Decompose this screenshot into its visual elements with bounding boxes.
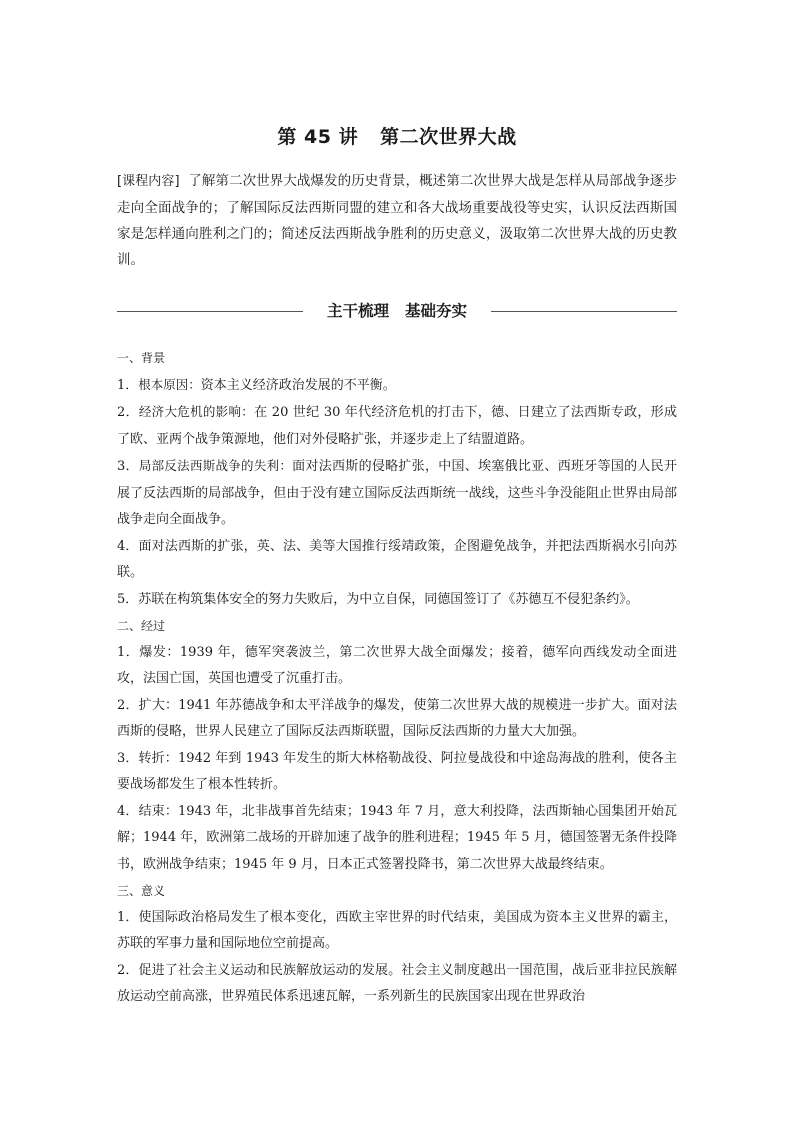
main-content — [117, 345, 677, 1011]
list-item: 2．经济大危机的影响：在 20 世纪 30 年代经济危机的打击下，德、日建立了法西斯专政，形成了欧、亚两个战争策源地，他们对外侵略扩张，并逐步走上了结盟道路。 — [117, 404, 677, 447]
divider-line-right — [491, 311, 677, 312]
list-item: 2．促进了社会主义运动和民族解放运动的发展。社会主义制度越出一国范围，战后亚非拉民族解放运动空前高涨，世界殖民体系迅速瓦解，一系列新生的民族国家出现在世界政治 — [117, 962, 677, 1004]
list-item: 4．面对法西斯的扩张，英、法、美等大国推行绥靖政策，企图避免战争，并把法西斯祸水引向苏联。 — [117, 538, 677, 580]
list-item: 5．苏联在构筑集体安全的努力失败后，为中立自保，同德国签订了《苏德互不侵犯条约》。 — [117, 591, 639, 607]
section-heading: 一、背景 — [117, 351, 166, 365]
page-title — [117, 122, 677, 149]
section-divider — [117, 298, 677, 324]
divider-label: 主干梳理 基础夯实 — [326, 302, 468, 320]
course-content-text: 了解第二次世界大战爆发的历史背景，概述第二次世界大战是怎样从局部战争逐步走向全面战争的；了解国际反法西斯同盟的建立和各大战场重要战役等史实，认识反法西斯国家是怎样通向胜利之门的；简述反法西斯战争胜利的历史意义，汲取第二次世界大战的历史教训。 — [117, 173, 677, 268]
course-content — [117, 168, 677, 273]
section-heading: 二、经过 — [117, 619, 166, 633]
course-content-tag: [课程内容] — [117, 174, 180, 189]
list-item: 3．转折：1942 年到 1943 年发生的斯大林格勒战役、阿拉曼战役和中途岛海战的胜利，使各主要战场都发生了根本性转折。 — [117, 750, 677, 792]
lesson-topic: 第二次世界大战 — [380, 126, 517, 148]
list-item: 3．局部反法西斯战争的失利：面对法西斯的侵略扩张，中国、埃塞俄比亚、西班牙等国的人民开展了反法西斯的局部战争，但由于没有建立国际反法西斯统一战线，这些斗争没能阻止世界由局部战争走向全面战争。 — [117, 458, 677, 527]
list-item: 1．使国际政治格局发生了根本变化，西欧主宰世界的时代结束，美国成为资本主义世界的霸主，苏联的军事力量和国际地位空前提高。 — [117, 909, 677, 951]
section-heading: 三、意义 — [117, 884, 166, 898]
lesson-number: 第 45 讲 — [277, 126, 359, 148]
list-item: 1．爆发：1939 年，德军突袭波兰，第二次世界大战全面爆发；接着，德军向西线发动全面进攻，法国亡国，英国也遭受了沉重打击。 — [117, 644, 677, 686]
list-item: 4．结束：1943 年，北非战事首先结束；1943 年 7 月，意大利投降，法西斯轴心国集团开始瓦解；1944 年，欧洲第二战场的开辟加速了战争的胜利进程；1945 年 5 月，德国签署无条件投降书，欧洲战争结束；1945 年 9 月，日本正式签署投降书，第二次世界大战最终结束。 — [117, 803, 677, 872]
list-item: 2．扩大：1941 年苏德战争和太平洋战争的爆发，使第二次世界大战的规模进一步扩大。面对法西斯的侵略，世界人民建立了国际反法西斯联盟，国际反法西斯的力量大大加强。 — [117, 697, 677, 739]
list-item: 1．根本原因：资本主义经济政治发展的不平衡。 — [117, 376, 396, 393]
